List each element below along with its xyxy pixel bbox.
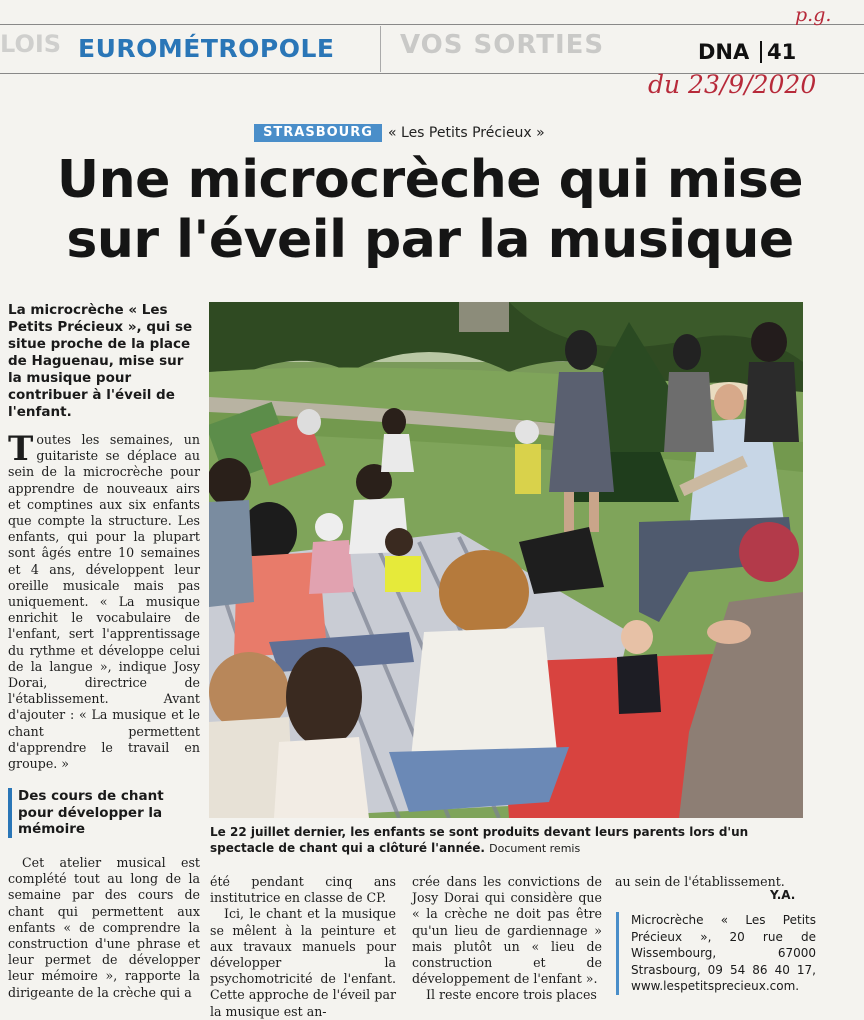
practical-info-box: Microcrèche « Les Petits Précieux », 20 rue de Wissembourg, 67000 Strasbourg, 09 54 86 40 17, www.lespetitsprecieux.com. <box>616 912 816 995</box>
city-tag: STRASBOURG <box>254 124 382 142</box>
photo-caption <box>210 824 804 857</box>
body-paragraph-1: outes les semaines, un guitariste se déplace au sein de la microcrèche pour apprendre de nouveaux airs et comptines aux six enfants que compte la structure. Les enfants, qui pour la plupart sont âgés entre 10 semaines et 4 ans, développent leur oreille musicale mais pas uniquement. « La musique enrichit le vocabulaire de l'enfant, sert l'apprentissage du rythme et développe celui de la langue », indique Josy Dorai, directrice de l'établissement. Avant d'ajouter : « La musique et le chant permettent d'apprendre le travail en groupe. » <box>8 432 200 772</box>
page-number: 41 <box>767 40 797 64</box>
body-column-2 <box>210 874 396 1020</box>
body-column-1 <box>8 855 200 1001</box>
article-body-intro <box>8 429 200 772</box>
body-paragraph-4: Il reste encore trois places <box>426 987 597 1003</box>
body-column-3 <box>412 874 602 1004</box>
caption-text: Le 22 juillet dernier, les enfants se sont produits devant leurs parents lors d'un spectacle de chant qui a clôturé l'année. <box>210 825 749 855</box>
headline: Une microcrèche qui mise sur l'éveil par la musique <box>56 150 804 270</box>
header-divider <box>380 26 381 72</box>
handwritten-page-note: p.g. <box>795 4 832 26</box>
kicker: « Les Petits Précieux » <box>388 125 545 141</box>
body-paragraph-2-continued: été pendant cinq ans institutrice en classe de CP. <box>210 874 396 906</box>
body-paragraph-3-continued: crée dans les convictions de Josy Dorai qui considère que « la crèche ne doit pas être qu'un lieu de gardiennage » mais plutôt un « lieu de construction et de développement de l'enfant ». <box>412 874 602 987</box>
author-signature: Y.A. <box>770 888 796 902</box>
photo-illustration <box>209 302 803 818</box>
body-paragraph-3: Ici, le chant et la musique se mêlent à la peinture et aux travaux manuels pour développer la psychomotricité de l'enfant. Cette approche de l'éveil par la musique est an- <box>210 906 396 1019</box>
drop-cap: T <box>8 429 34 469</box>
newspaper-name: DNA <box>698 40 750 64</box>
body-paragraph-4-continued: au sein de l'établissement. <box>615 874 785 889</box>
body-paragraph-2: Cet atelier musical est complété tout au long de la semaine par des cours de chant qui permettent aux enfants « de comprendre la construction d'une phrase et leur permet de développer leur mémoire », rapporte la dirigeante de la crèche qui a <box>8 855 200 1000</box>
article-photo <box>209 302 803 818</box>
handwritten-date: du 23/9/2020 <box>648 70 817 99</box>
section-title: EUROMÉTROPOLE <box>78 34 335 63</box>
bleed-through-text-left: LOIS <box>0 30 62 58</box>
bleed-through-text-top: VOS SORTIES <box>400 30 605 60</box>
page-separator <box>760 41 762 63</box>
photo-credit: Document remis <box>489 842 581 855</box>
article-lead: La microcrèche « Les Petits Précieux », qui se situe proche de la place de Haguenau, mise sur la musique pour contribuer à l'éveil de l'enfant. <box>8 302 193 420</box>
subheading: Des cours de chant pour développer la mémoire <box>8 788 198 838</box>
